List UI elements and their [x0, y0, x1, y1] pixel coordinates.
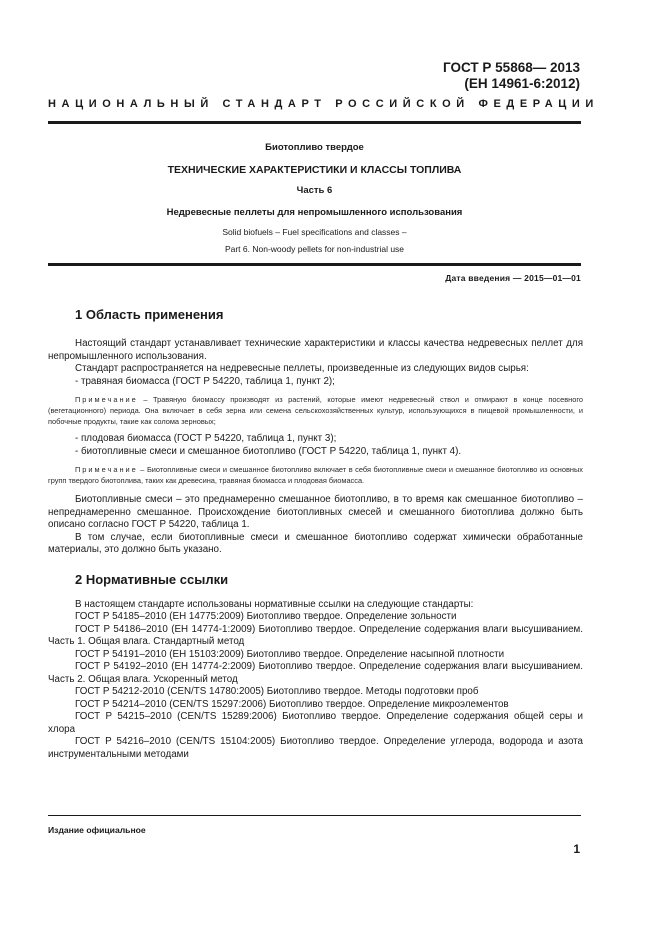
standard-designation — [443, 60, 580, 92]
official-edition-label: Издание официальное — [48, 825, 146, 835]
introduction-date: Дата введения — 2015—01—01 — [445, 273, 581, 283]
section2-intro: В настоящем стандарте использованы нормативные ссылки на следующие стандарты: — [75, 598, 474, 610]
title-subtitle: Недревесные пеллеты для непромышленного использования — [166, 207, 463, 218]
header-rule — [48, 121, 581, 124]
note — [48, 394, 583, 427]
page-number: 1 — [573, 842, 580, 856]
section1-paragraph: Биотопливные смеси – это преднамеренно смешанное биотопливо, в то время как смешанное биотопливо – непреднамеренно смешанное. Происхождение биотопливных смесей и смешанного биотоплива должно быть описано согласно ГОСТ Р 54220, таблица 1. — [48, 494, 583, 530]
note-label: Примечание — [75, 465, 138, 474]
national-standard-heading: НАЦИОНАЛЬНЫЙ СТАНДАРТ РОССИЙСКОЙ ФЕДЕРАЦИИ — [48, 98, 599, 110]
section1-paragraph: В том случае, если биотопливные смеси и смешанное биотопливо содержат химически обработанные материалы, это должно быть указано. — [48, 531, 583, 555]
list-item: - биотопливные смеси и смешанное биотопливо (ГОСТ Р 54220, таблица 1, пункт 4). — [75, 445, 462, 457]
title-line2: ТЕХНИЧЕСКИЕ ХАРАКТЕРИСТИКИ И КЛАССЫ ТОПЛИВА — [167, 164, 462, 176]
list-item: - травяная биомасса (ГОСТ Р 54220, таблица 1, пункт 2); — [75, 375, 335, 387]
reference-item: ГОСТ Р 54185–2010 (ЕН 14775:2009) Биотопливо твердое. Определение зольности — [75, 611, 457, 622]
standard-number: ГОСТ Р 55868— 2013 — [443, 60, 580, 75]
section1-paragraph: Настоящий стандарт устанавливает технические характеристики и классы качества недревесных пеллет для непромышленного использования. — [48, 338, 583, 362]
english-title-line1: Solid biofuels – Fuel specifications and classes – — [222, 227, 407, 237]
title-line1: Биотопливо твердое — [265, 142, 364, 153]
note-label: Примечание — [75, 395, 138, 404]
reference-item: ГОСТ Р 54212-2010 (CEN/TS 14780:2005) Биотопливо твердое. Методы подготовки проб — [75, 686, 479, 697]
section1-paragraph: Стандарт распространяется на недревесные пеллеты, произведенные из следующих видов сырья: — [75, 363, 529, 374]
document-body — [48, 306, 583, 761]
note-text: – Травяную биомассу производят из растений, которые имеют недревесный ствол и отмирают в конце посевного (вегетационного) периода. Она включает в себя зерна или семена сельскохозяйственных культур, использующихся в пищевой промышленности, и побочные продукты, такие как солома зерновых; — [48, 395, 583, 426]
note-text: – Биотопливные смеси и смешанное биотопливо включает в себя биотопливные смеси и смешанное биотопливо из основных групп твердого биотоплива, таких как древесина, травяная биомасса и плодовая биомасса. — [48, 465, 583, 485]
reference-item: ГОСТ Р 54216–2010 (CEN/TS 15104:2005) Биотопливо твердое. Определение углерода, водорода и азота инструментальными методами — [48, 736, 583, 760]
note — [48, 464, 583, 486]
reference-item: ГОСТ Р 54192–2010 (ЕН 14774-2:2009) Биотопливо твердое. Определение содержания влаги высушиванием. Часть 2. Общая влага. Ускоренный метод — [48, 661, 583, 685]
reference-item: ГОСТ Р 54215–2010 (CEN/TS 15289:2006) Биотопливо твердое. Определение содержания общей серы и хлора — [48, 711, 583, 735]
title-part: Часть 6 — [296, 185, 333, 196]
section1-heading: 1 Область применения — [75, 307, 224, 322]
list-item: - плодовая биомасса (ГОСТ Р 54220, таблица 1, пункт 3); — [75, 433, 337, 444]
reference-item: ГОСТ Р 54186–2010 (ЕН 14774-1:2009) Биотопливо твердое. Определение содержания влаги высушиванием. Часть 1. Общая влага. Стандартный метод — [48, 623, 583, 647]
section2-heading: 2 Нормативные ссылки — [75, 571, 229, 587]
reference-item: ГОСТ Р 54214–2010 (CEN/TS 15297:2006) Биотопливо твердое. Определение микроэлементов — [75, 698, 509, 710]
english-title-line2: Part 6. Non-woody pellets for non-industrial use — [224, 244, 405, 254]
title-block — [48, 142, 581, 255]
en-standard-number: (ЕН 14961-6:2012) — [464, 76, 580, 91]
footer-rule — [48, 815, 581, 816]
title-rule — [48, 263, 581, 266]
reference-item: ГОСТ Р 54191–2010 (ЕН 15103:2009) Биотопливо твердое. Определение насыпной плотности — [75, 648, 505, 660]
